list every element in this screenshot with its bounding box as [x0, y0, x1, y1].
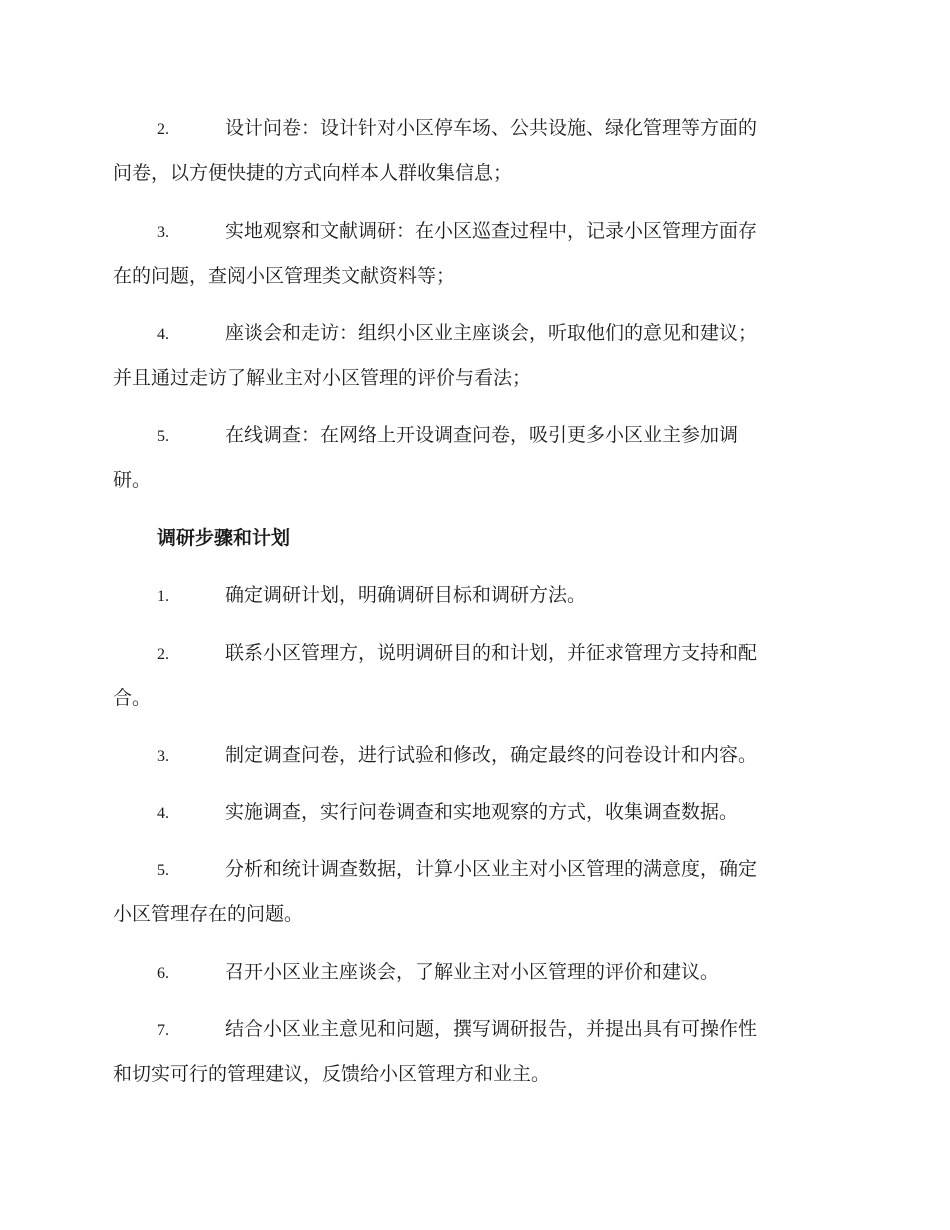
list-text: 实施调查，实行问卷调查和实地观察的方式，收集调查数据。 — [225, 801, 739, 823]
list-text: 实地观察和文献调研：在小区巡查过程中，记录小区管理方面存 — [225, 220, 758, 242]
list-text: 设计问卷：设计针对小区停车场、公共设施、绿化管理等方面的 — [225, 117, 758, 139]
list-item — [113, 1007, 835, 1097]
list-text-continuation: 和切实可行的管理建议，反馈给小区管理方和业主。 — [113, 1063, 551, 1085]
list-item — [113, 209, 835, 299]
list-text: 座谈会和走访：组织小区业主座谈会，听取他们的意见和建议； — [225, 322, 758, 344]
list-text: 制定调查问卷，进行试验和修改，确定最终的问卷设计和内容。 — [225, 744, 758, 766]
list-number: 2. — [157, 646, 169, 663]
list-number: 4. — [157, 326, 169, 343]
list-text-continuation: 并且通过走访了解业主对小区管理的评价与看法； — [113, 367, 532, 389]
list-item — [113, 631, 835, 721]
list-item — [113, 790, 835, 835]
section-heading: 调研步骤和计划 — [157, 527, 291, 549]
list-item — [113, 106, 835, 196]
list-item — [113, 950, 835, 995]
list-text-continuation: 小区管理存在的问题。 — [113, 903, 304, 925]
list-number: 3. — [157, 224, 169, 241]
list-text-continuation: 在的问题，查阅小区管理类文献资料等； — [113, 265, 456, 287]
list-number: 1. — [157, 588, 169, 605]
list-item — [113, 413, 835, 503]
list-item — [113, 733, 835, 778]
list-text-continuation: 合。 — [113, 687, 152, 709]
list-text-continuation: 问卷，以方便快捷的方式向样本人群收集信息； — [113, 162, 513, 184]
list-item — [113, 573, 835, 618]
list-number: 5. — [157, 428, 169, 445]
list-text: 分析和统计调查数据，计算小区业主对小区管理的满意度，确定 — [225, 858, 758, 880]
list-text: 结合小区业主意见和问题，撰写调研报告，并提出具有可操作性 — [225, 1018, 758, 1040]
list-number: 5. — [157, 862, 169, 879]
list-text: 召开小区业主座谈会，了解业主对小区管理的评价和建议。 — [225, 961, 720, 983]
list-number: 2. — [157, 121, 169, 138]
list-text: 联系小区管理方，说明调研目的和计划，并征求管理方支持和配 — [225, 642, 758, 664]
list-number: 4. — [157, 805, 169, 822]
list-text-continuation: 研。 — [113, 469, 152, 491]
list-text: 确定调研计划，明确调研目标和调研方法。 — [225, 584, 587, 606]
list-number: 3. — [157, 748, 169, 765]
list-number: 7. — [157, 1022, 169, 1039]
list-item — [113, 311, 835, 401]
list-number: 6. — [157, 965, 169, 982]
list-text: 在线调查：在网络上开设调查问卷，吸引更多小区业主参加调 — [225, 424, 739, 446]
list-item — [113, 847, 835, 937]
